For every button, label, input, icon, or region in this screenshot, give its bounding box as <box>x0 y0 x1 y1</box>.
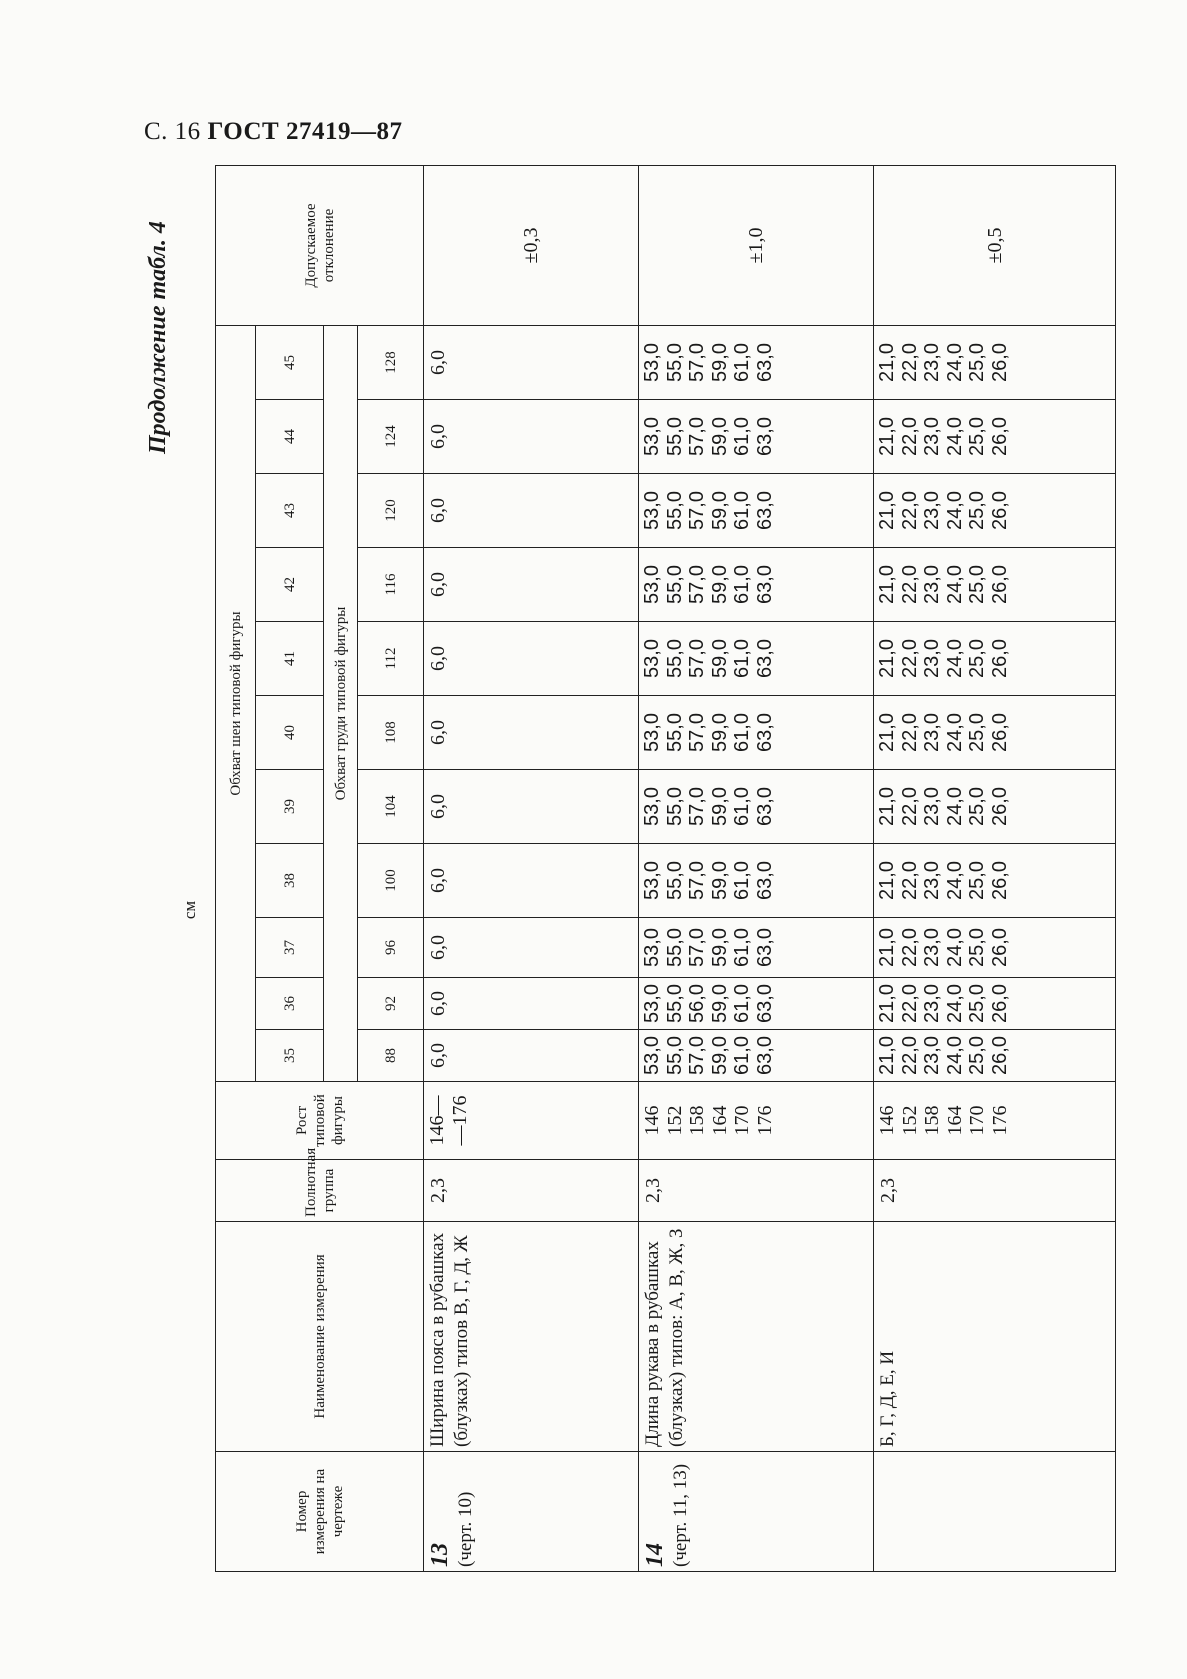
size-value: 57,0 <box>686 713 709 752</box>
size-value: 63,0 <box>753 343 776 382</box>
size-value: 55,0 <box>663 787 686 826</box>
size-value: 21,0 <box>876 861 898 900</box>
size-value: 55,0 <box>663 1036 686 1075</box>
size-value: 63,0 <box>753 417 776 456</box>
size-value: 61,0 <box>731 491 754 530</box>
size-value-cell <box>424 548 639 622</box>
fullness-group: 2,3 <box>874 1160 1116 1222</box>
height-list <box>424 1082 639 1160</box>
height-value: 170 <box>731 1105 754 1136</box>
drawing-reference: (черт. 11, 13) <box>669 1463 691 1567</box>
size-value: 63,0 <box>753 787 776 826</box>
size-value: 57,0 <box>686 639 709 678</box>
page-header <box>144 118 402 146</box>
size-value: 55,0 <box>663 928 686 967</box>
size-value: 25,0 <box>966 343 989 382</box>
size-value: 61,0 <box>731 787 754 826</box>
size-value: 21,0 <box>876 787 898 826</box>
size-value: 23,0 <box>921 787 944 826</box>
chest-size-header: 92 <box>358 978 424 1030</box>
tolerance: ±0,5 <box>874 166 1116 326</box>
size-value-cell <box>639 844 874 918</box>
size-value: 24,0 <box>943 928 966 967</box>
rotated-table-wrapper <box>215 193 1115 1572</box>
size-value: 57,0 <box>686 1036 709 1075</box>
table-body <box>216 166 1116 1572</box>
size-value: 24,0 <box>943 984 966 1023</box>
size-value: 22,0 <box>898 928 921 967</box>
size-value-cell <box>424 696 639 770</box>
header-deviation: Допускаемое отклонение <box>216 166 424 326</box>
size-value: 6,0 <box>427 572 449 597</box>
size-value: 59,0 <box>708 713 731 752</box>
size-value: 59,0 <box>708 639 731 678</box>
size-value: 61,0 <box>731 343 754 382</box>
size-value: 26,0 <box>988 713 1011 752</box>
size-value: 57,0 <box>686 343 709 382</box>
size-value: 25,0 <box>966 984 989 1023</box>
size-value: 63,0 <box>753 861 776 900</box>
chest-size-header: 112 <box>358 622 424 696</box>
size-value: 53,0 <box>641 417 663 456</box>
size-value: 63,0 <box>753 1036 776 1075</box>
size-value-cell <box>639 548 874 622</box>
size-value: 24,0 <box>943 417 966 456</box>
size-value: 25,0 <box>966 639 989 678</box>
height-value: 176 <box>753 1105 776 1136</box>
size-value: 22,0 <box>898 417 921 456</box>
size-value: 24,0 <box>943 1036 966 1075</box>
size-value: 26,0 <box>988 639 1011 678</box>
size-value: 63,0 <box>753 639 776 678</box>
size-value: 23,0 <box>921 639 944 678</box>
size-value: 23,0 <box>921 343 944 382</box>
size-value: 57,0 <box>686 787 709 826</box>
neck-size-header: 43 <box>256 474 324 548</box>
size-value-cell <box>639 1030 874 1082</box>
size-value: 53,0 <box>641 984 663 1023</box>
size-value: 55,0 <box>663 343 686 382</box>
size-value: 24,0 <box>943 787 966 826</box>
measurement-number <box>639 1452 874 1572</box>
size-value: 23,0 <box>921 565 944 604</box>
measurement-number <box>874 1452 1116 1572</box>
size-value: 63,0 <box>753 984 776 1023</box>
size-value: 26,0 <box>988 1036 1011 1075</box>
size-value: 21,0 <box>876 984 898 1023</box>
size-value: 25,0 <box>966 565 989 604</box>
size-value: 6,0 <box>427 498 449 523</box>
size-value-cell <box>424 978 639 1030</box>
size-value: 21,0 <box>876 639 898 678</box>
size-value-cell <box>874 622 1116 696</box>
height-list <box>639 1082 874 1160</box>
size-value-cell <box>874 918 1116 978</box>
size-value: 23,0 <box>921 861 944 900</box>
unit-label: см <box>180 900 199 920</box>
header-chest-group: Обхват груди типовой фигуры <box>324 326 358 1082</box>
size-value: 26,0 <box>988 984 1011 1023</box>
height-value: 152 <box>898 1105 921 1136</box>
size-value: 22,0 <box>898 861 921 900</box>
measurement-number <box>424 1452 639 1572</box>
size-value-cell <box>639 400 874 474</box>
size-value-cell <box>874 474 1116 548</box>
height-value: 170 <box>966 1105 989 1136</box>
height-value: 146 <box>641 1105 663 1136</box>
size-value: 22,0 <box>898 713 921 752</box>
measurement-index: 14 <box>642 1543 668 1567</box>
size-value: 6,0 <box>427 424 449 449</box>
size-value: 55,0 <box>663 713 686 752</box>
size-value: 55,0 <box>663 417 686 456</box>
size-value: 63,0 <box>753 928 776 967</box>
size-value-cell <box>639 696 874 770</box>
chest-size-header: 100 <box>358 844 424 918</box>
chest-size-header: 116 <box>358 548 424 622</box>
size-value: 63,0 <box>753 491 776 530</box>
size-value: 26,0 <box>988 787 1011 826</box>
size-value: 61,0 <box>731 639 754 678</box>
table-row <box>639 166 874 1572</box>
size-value: 26,0 <box>988 417 1011 456</box>
measurement-name: Б, Г, Д, Е, И <box>874 1222 1116 1452</box>
size-value: 61,0 <box>731 417 754 456</box>
size-value: 53,0 <box>641 1036 663 1075</box>
size-value-cell <box>424 844 639 918</box>
header-name: Наименование измерения <box>216 1222 424 1452</box>
size-value: 53,0 <box>641 787 663 826</box>
size-value-cell <box>874 400 1116 474</box>
size-value: 59,0 <box>708 417 731 456</box>
size-value: 26,0 <box>988 861 1011 900</box>
fullness-group: 2,3 <box>424 1160 639 1222</box>
height-list <box>874 1082 1116 1160</box>
size-value: 53,0 <box>641 343 663 382</box>
size-value: 6,0 <box>427 868 449 893</box>
size-value: 22,0 <box>898 1036 921 1075</box>
size-value: 55,0 <box>663 861 686 900</box>
size-value: 59,0 <box>708 565 731 604</box>
chest-size-header: 88 <box>358 1030 424 1082</box>
size-value: 57,0 <box>686 928 709 967</box>
measurement-name: Ширина пояса в рубашках (блузках) типов В, Г, Д, Ж <box>424 1222 639 1452</box>
size-value: 22,0 <box>898 984 921 1023</box>
size-value: 57,0 <box>686 417 709 456</box>
size-value: 26,0 <box>988 343 1011 382</box>
size-value-cell <box>424 326 639 400</box>
size-value-cell <box>639 918 874 978</box>
size-value: 25,0 <box>966 1036 989 1075</box>
size-value-cell <box>874 696 1116 770</box>
height-value: 164 <box>943 1105 966 1136</box>
size-value: 21,0 <box>876 1036 898 1075</box>
neck-size-header: 44 <box>256 400 324 474</box>
size-value: 23,0 <box>921 417 944 456</box>
size-value: 57,0 <box>686 491 709 530</box>
size-value: 53,0 <box>641 639 663 678</box>
size-value: 57,0 <box>686 565 709 604</box>
neck-size-header: 42 <box>256 548 324 622</box>
tolerance: ±1,0 <box>639 166 874 326</box>
drawing-reference: (черт. 10) <box>454 1491 476 1567</box>
size-value: 59,0 <box>708 787 731 826</box>
size-value: 23,0 <box>921 1036 944 1075</box>
size-value: 53,0 <box>641 565 663 604</box>
size-value: 24,0 <box>943 639 966 678</box>
size-value: 55,0 <box>663 639 686 678</box>
size-value: 59,0 <box>708 343 731 382</box>
size-value: 22,0 <box>898 565 921 604</box>
size-value: 61,0 <box>731 713 754 752</box>
standard-title: ГОСТ 27419—87 <box>207 118 403 145</box>
chest-size-header: 124 <box>358 400 424 474</box>
size-value: 61,0 <box>731 861 754 900</box>
size-value-cell <box>874 548 1116 622</box>
size-value: 59,0 <box>708 928 731 967</box>
size-value-cell <box>639 326 874 400</box>
size-value: 22,0 <box>898 639 921 678</box>
size-value-cell <box>639 622 874 696</box>
height-value: 146 <box>876 1105 898 1136</box>
size-value: 63,0 <box>753 565 776 604</box>
size-value: 59,0 <box>708 1036 731 1075</box>
size-value: 21,0 <box>876 928 898 967</box>
size-value: 61,0 <box>731 928 754 967</box>
measurement-index: 13 <box>427 1543 453 1567</box>
height-value: 176 <box>988 1105 1011 1136</box>
size-value: 23,0 <box>921 984 944 1023</box>
size-value-cell <box>874 978 1116 1030</box>
size-value: 26,0 <box>988 928 1011 967</box>
size-value: 59,0 <box>708 491 731 530</box>
neck-size-header: 37 <box>256 918 324 978</box>
size-value: 53,0 <box>641 713 663 752</box>
size-value: 24,0 <box>943 713 966 752</box>
size-value: 55,0 <box>663 565 686 604</box>
neck-size-header: 40 <box>256 696 324 770</box>
size-value: 23,0 <box>921 928 944 967</box>
size-value-cell <box>424 400 639 474</box>
size-value: 23,0 <box>921 491 944 530</box>
size-value: 61,0 <box>731 984 754 1023</box>
size-value: 22,0 <box>898 343 921 382</box>
size-value: 59,0 <box>708 861 731 900</box>
height-value: —176 <box>448 1095 471 1146</box>
chest-size-header: 128 <box>358 326 424 400</box>
neck-size-header: 36 <box>256 978 324 1030</box>
size-value: 53,0 <box>641 928 663 967</box>
size-value: 21,0 <box>876 417 898 456</box>
size-value: 25,0 <box>966 713 989 752</box>
neck-size-header: 45 <box>256 326 324 400</box>
size-value: 21,0 <box>876 565 898 604</box>
size-value: 24,0 <box>943 343 966 382</box>
size-value: 25,0 <box>966 787 989 826</box>
size-value-cell <box>424 770 639 844</box>
size-value: 55,0 <box>663 984 686 1023</box>
size-value-cell <box>874 844 1116 918</box>
neck-size-header: 35 <box>256 1030 324 1082</box>
size-value: 6,0 <box>427 350 449 375</box>
size-value: 56,0 <box>686 984 709 1023</box>
header-number: Номер измерения на чертеже <box>216 1452 424 1572</box>
height-value: 146— <box>426 1095 448 1146</box>
size-value: 55,0 <box>663 491 686 530</box>
size-value: 25,0 <box>966 417 989 456</box>
size-value: 24,0 <box>943 861 966 900</box>
header-height: Рост типовой фигуры <box>216 1082 424 1160</box>
height-value: 164 <box>708 1105 731 1136</box>
size-value: 26,0 <box>988 491 1011 530</box>
neck-size-header: 39 <box>256 770 324 844</box>
size-value-cell <box>874 326 1116 400</box>
size-value-cell <box>639 978 874 1030</box>
size-value: 61,0 <box>731 1036 754 1075</box>
size-value-cell <box>424 1030 639 1082</box>
size-value: 25,0 <box>966 491 989 530</box>
neck-size-header: 41 <box>256 622 324 696</box>
header-group: Полнотная группа <box>216 1160 424 1222</box>
size-value-cell <box>874 1030 1116 1082</box>
size-value: 6,0 <box>427 720 449 745</box>
size-value: 53,0 <box>641 861 663 900</box>
size-value: 57,0 <box>686 861 709 900</box>
header-neck-group: Обхват шеи типовой фигуры <box>216 326 256 1082</box>
height-value: 158 <box>686 1105 709 1136</box>
size-value: 22,0 <box>898 491 921 530</box>
height-value: 158 <box>921 1105 944 1136</box>
neck-size-header: 38 <box>256 844 324 918</box>
size-value: 25,0 <box>966 928 989 967</box>
table-row <box>424 166 639 1572</box>
chest-size-header: 96 <box>358 918 424 978</box>
size-value: 23,0 <box>921 713 944 752</box>
size-value: 53,0 <box>641 491 663 530</box>
size-value: 24,0 <box>943 565 966 604</box>
size-value-cell <box>874 770 1116 844</box>
size-value: 59,0 <box>708 984 731 1023</box>
size-value: 6,0 <box>427 991 449 1016</box>
size-value: 22,0 <box>898 787 921 826</box>
size-value: 24,0 <box>943 491 966 530</box>
size-value: 6,0 <box>427 646 449 671</box>
size-value: 25,0 <box>966 861 989 900</box>
size-value: 21,0 <box>876 343 898 382</box>
size-value-cell <box>424 622 639 696</box>
size-value: 6,0 <box>427 1043 449 1068</box>
size-value: 21,0 <box>876 491 898 530</box>
size-value-cell <box>639 770 874 844</box>
size-value: 61,0 <box>731 565 754 604</box>
chest-size-header: 104 <box>358 770 424 844</box>
page-number: С. 16 <box>144 118 201 145</box>
fullness-group: 2,3 <box>639 1160 874 1222</box>
size-value-cell <box>424 474 639 548</box>
size-value: 6,0 <box>427 935 449 960</box>
table-row <box>874 166 1116 1572</box>
measurements-table <box>215 165 1116 1572</box>
chest-size-header: 120 <box>358 474 424 548</box>
size-value-cell <box>639 474 874 548</box>
size-value: 63,0 <box>753 713 776 752</box>
measurement-name: Длина рукава в рубашках (блузках) типов: А, В, Ж, З <box>639 1222 874 1452</box>
size-value: 26,0 <box>988 565 1011 604</box>
table-continuation-label: Продолжение табл. 4 <box>145 221 171 454</box>
size-value-cell <box>424 918 639 978</box>
height-value: 152 <box>663 1105 686 1136</box>
size-value: 6,0 <box>427 794 449 819</box>
size-value: 21,0 <box>876 713 898 752</box>
tolerance: ±0,3 <box>424 166 639 326</box>
chest-size-header: 108 <box>358 696 424 770</box>
